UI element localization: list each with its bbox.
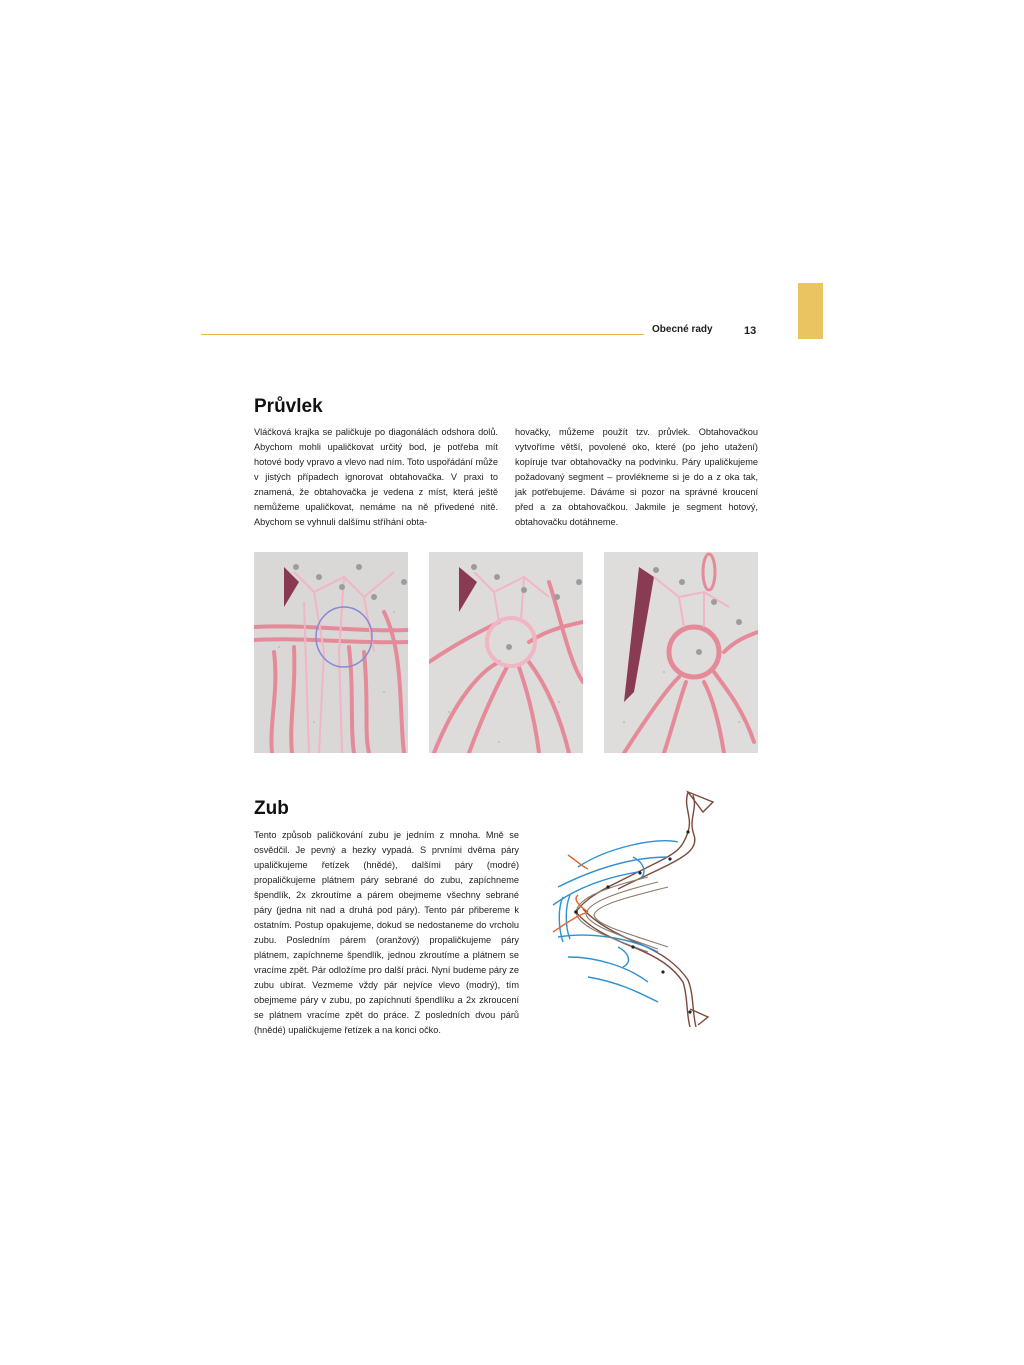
lace-photo-3 (604, 552, 758, 753)
chapter-tab (798, 283, 823, 339)
page-number: 13 (744, 325, 757, 337)
tooth-diagram (548, 787, 720, 1033)
header-rule (201, 334, 644, 335)
heading-zub: Zub (254, 798, 289, 819)
lace-photo-2 (429, 552, 583, 753)
pruvlek-text-col2: hovačky, můžeme použít tzv. průvlek. Obtahovačkou vytvoříme větší, povolené oko, které (po jeho utažení) kopíruje tvar obtahovačky na podvinku. Páry upaličkujeme požadovaný segment – provlékneme si je do a z oka tak, jak potřebujeme. Dáváme si pozor na správné kroucení před a za obtahovačkou. Jakmile je segment hotový, obtahovačku dotáhneme. (515, 427, 758, 527)
lace-photo-1 (254, 552, 408, 753)
heading-pruvlek: Průvlek (254, 396, 323, 417)
pruvlek-text-col1: Vláčková krajka se paličkuje po diagonálách odshora dolů. Abychom mohli upaličkovat určitý bod, je potřeba mít hotové body vpravo a vlevo nad ním. Toto uspořádání může v jistých případech ignorovat obtahovačka. V praxi to znamená, že obtahovačka je vedena z míst, která ještě nemůžeme upaličkovat, nemáme na ně přivedené nitě. Abychom se vyhnuli dalšímu stříhání obta- (254, 427, 498, 527)
running-header-section: Obecné rady (652, 324, 713, 335)
zub-text: Tento způsob paličkování zubu je jedním z mnoha. Mně se osvědčil. Je pevný a hezky vypadá. S prvními dvěma páry upaličkujeme řetízek (hnědé), dalšími páry (modré) propaličkujeme plátnem páry sebrané do zubu, zapíchneme špendlík, 2x zkroutíme a párem obejmeme všechny sebrané páry (jedna nit nad a druhá pod páry). Tento pár přibereme k ostatním. Postup opakujeme, dokud se nedostaneme do vrcholu zubu. Posledním párem (oranžový) propaličkujeme páry plátnem, zapíchneme špendlík, jednou zkroutíme a plátnem se vracíme zpět. Pár odložíme pro další práci. Nyní budeme páry ze zubu ubírat. Vezmeme vždy pár nejvíce vlevo (modrý), tím obejmeme páry v zubu, po zapíchnutí špendlíku a 2x zkroucení se plátnem vracíme zpět do práce. Z posledních dvou párů (hnědé) upaličkujeme řetízek a na konci očko. (254, 830, 519, 1035)
